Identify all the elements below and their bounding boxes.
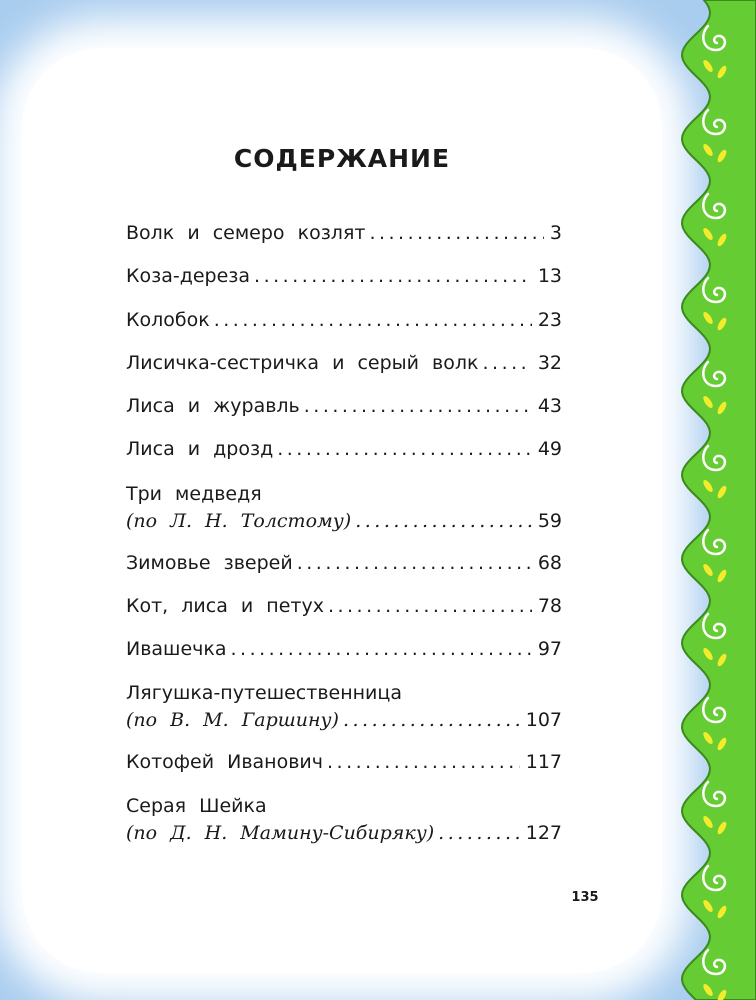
toc-entry [126, 595, 562, 617]
toc-entry [126, 682, 562, 704]
dot-leader [355, 510, 532, 532]
toc-entry [126, 309, 562, 331]
toc-entry-page: 107 [525, 709, 562, 731]
toc-entry-title: Лисичка-сестричка и серый волк [126, 352, 479, 374]
toc-entry-title: Колобок [126, 309, 210, 331]
toc-entry-page: 49 [537, 438, 562, 460]
page-number: 135 [571, 890, 599, 905]
toc-entry-page: 97 [537, 638, 562, 660]
dot-leader [277, 438, 532, 460]
dot-leader [483, 352, 532, 374]
toc-entry-title: Серая Шейка [126, 795, 267, 817]
toc-entry-author: (по Д. Н. Мамину-Сибиряку) [126, 822, 435, 844]
toc-entry [126, 638, 562, 660]
dot-leader [438, 822, 520, 844]
dot-leader [297, 552, 532, 574]
dot-leader [343, 709, 520, 731]
toc-entry-title: Лягушка-путешественница [126, 682, 402, 704]
toc-entry-page: 68 [537, 552, 562, 574]
toc-entry-page: 43 [537, 395, 562, 417]
toc-entry-page: 117 [525, 751, 562, 773]
toc-entry-author-line [126, 709, 562, 731]
toc-entry-page: 23 [537, 309, 562, 331]
dot-leader [327, 751, 520, 773]
toc-entry-title: Котофей Иванович [126, 751, 323, 773]
dot-leader [304, 395, 532, 417]
toc-entry-title: Коза-дереза [126, 265, 251, 287]
toc-entry [126, 395, 562, 417]
toc-entry [126, 352, 562, 374]
dot-leader [369, 222, 543, 244]
dot-leader [214, 309, 532, 331]
dot-leader [230, 638, 531, 660]
toc-entry-page: 3 [549, 222, 562, 244]
toc-entry [126, 265, 562, 287]
toc-entry-title: Кот, лиса и петух [126, 595, 324, 617]
toc-entry-author-line [126, 822, 562, 844]
toc-entry-title: Зимовье зверей [126, 552, 293, 574]
toc-entry [126, 552, 562, 574]
toc-entry-title: Три медведя [126, 483, 262, 505]
page-title: СОДЕРЖАНИЕ [233, 144, 451, 173]
toc-entry-author: (по Л. Н. Толстому) [126, 510, 352, 532]
toc-entry-author: (по В. М. Гаршину) [126, 709, 339, 731]
toc-entry-title: Лиса и дрозд [126, 438, 274, 460]
toc-entry-title: Волк и семеро козлят [126, 222, 366, 244]
dot-leader [328, 595, 532, 617]
toc-entry-title: Ивашечка [126, 638, 227, 660]
toc-entry [126, 795, 562, 817]
toc-entry-author-line [126, 510, 562, 532]
toc-entry-page: 78 [537, 595, 562, 617]
toc-entry [126, 438, 562, 460]
toc-entry-page: 59 [537, 510, 562, 532]
green-wavy-border [682, 0, 756, 1000]
toc-entry [126, 222, 562, 244]
toc-entry-page: 32 [537, 352, 562, 374]
toc-entry-title: Лиса и журавль [126, 395, 300, 417]
dot-leader [254, 265, 532, 287]
toc-entry [126, 483, 562, 505]
toc-entry [126, 751, 562, 773]
toc-entry-page: 13 [537, 265, 562, 287]
toc-entry-page: 127 [525, 822, 562, 844]
